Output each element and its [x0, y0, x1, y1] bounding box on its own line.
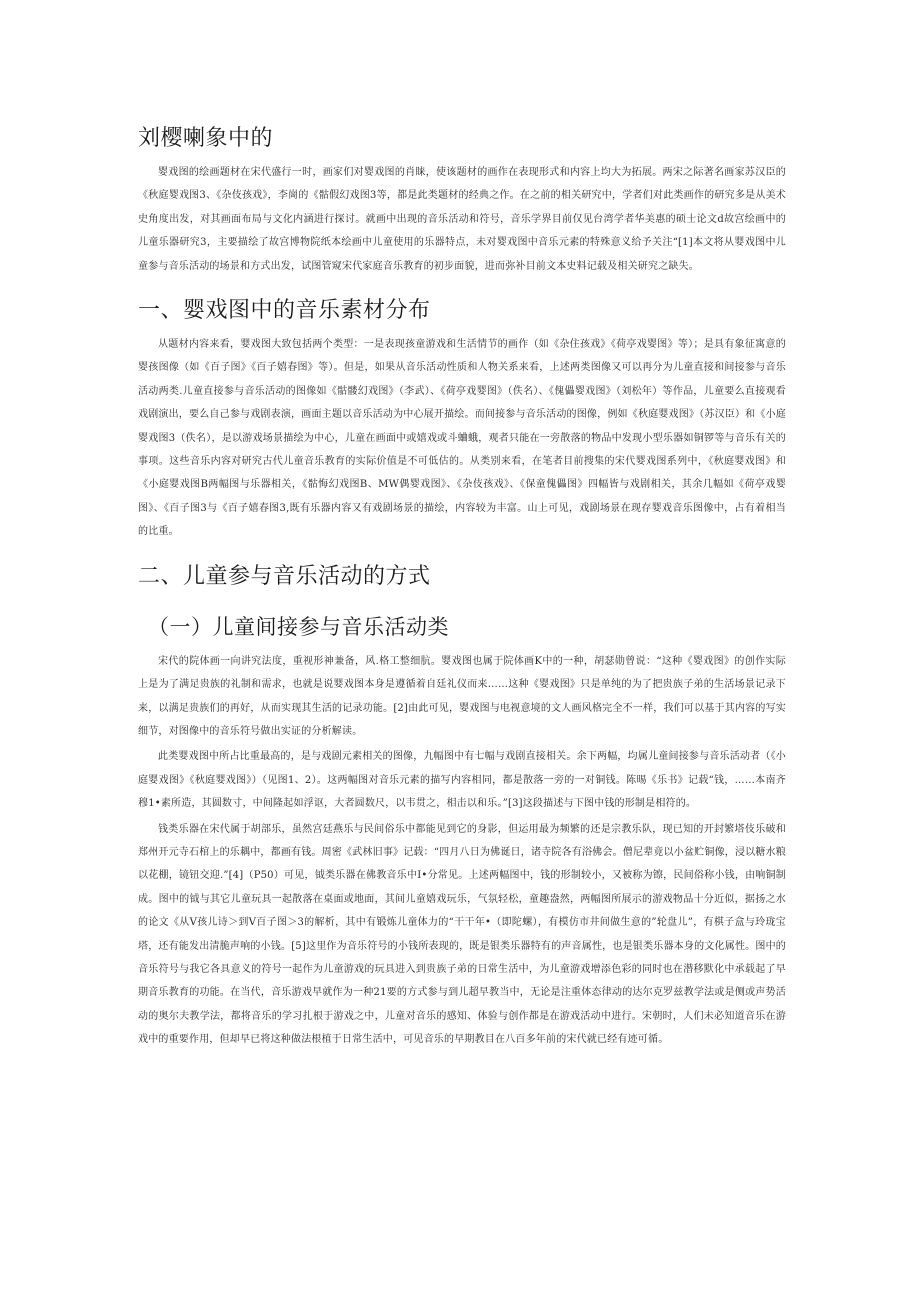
- subsection1-paragraph: 宋代的院体画一向讲究法度，重视形神兼备，风.格工整细肮。婴戏图也属于院体画K中的一种，胡瑟勋曾说：“这种《婴戏图》的创作实际上是为了满足贵族的礼制和需求，也就是说婴戏图本身是遵循着自廷礼仪而来……这种《婴戏图》只是单纯的为了把贵族子弟的生活场景记录下来，以满足贵族们的再好，从而实现其生活的记录功能。[2]由此可见，婴戏图与电视意境的文人画风格完全不一样，我们可以基于其内容的写实细节，对图像中的音乐符号做出实证的分析解读。: [138, 655, 786, 737]
- subsection1-paragraph: 钱类乐器在宋代属于胡部乐，虽然宫廷燕乐与民间俗乐中都能见到它的身影，但运用最为频繁的还是宗教乐队，现已知的开封繁塔伎乐破和郑州开元寺石棺上的乐耦中，都画有钱。周密《武林旧事》记载：“四月八日为佛诞日，诸寺院各有浴佛会。僧尼辈竟以小盆贮铜像，浸以糖水粮以花棚，镜钮交迎.”[4]（P50）可见，钺类乐器在佛教音乐中I•分常见。上述两幅图中，钱的形制较小，又被称为镲，民间俗称小钱，由响铜制成。图中的钺与其它儿童玩具一起散落在桌面或地面，其间儿童嬉戏玩乐，气氛轻松，童趣盎然，两幅图所展示的游戏物品十分近似，据扬之水的论文《从V孩儿诗＞到V百子图＞3的解析，其中有锻炼儿童体力的“干干年•（即陀螺），有模仿市井间做生意的”轮盘儿”，有棋子盒与玲珑宝塔，还有能发出清脆声响的小钱。[5]这里作为音乐符号的小钱所表现的，既是银类乐器特有的声音属性，也是银类乐器本身的文化属性。图中的音乐符号与我它各具意义的符号一起作为儿童游戏的玩具进入到贵族子弟的日常生活中，为儿童游戏增添色彩的同时也在潜移默化中承载起了早期音乐教育的功能。在当代，音乐游戏早就作为一种21要的方式参与到儿超早教当中，无论是注重体态律动的达尔克罗兹教学法或是侧或声势活动的奥尔夫教学法，都将音乐的学习扎根于游戏之中，儿童对音乐的感知、体验与创作都是在游戏活动中进行。宋朝时，人们未必知道音乐在游戏中的重要作用，但却早已将这种做法根植于日常生活中，可见音乐的早期教目在八百多年前的宋代就已经有迹可循。: [138, 823, 786, 1046]
- subsection1-paragraph: 此类婴戏图中所占比重最高的，是与戏剧元素相关的图像，九幅图中有七幅与戏剧直接相关。余下两幅，均属儿童间接参与音乐活动者（《小庭婴戏图》《秋庭婴戏图》）（见图1、2）。这两幅图对音乐元素的描写内容相同，都是散落一旁的一对铜钱。陈晹《乐书》记载“钱，……本南齐穆1•素所造，其圆数寸，中间隆起如浮讴，大者圆数尺，以韦贯之，相击以和乐。”[3]这段描述与下图中钱的形制是相符的。: [138, 751, 786, 810]
- subsection1-heading: （一）儿童间接参与音乐活动类: [148, 614, 449, 639]
- section1-paragraph: 从题材内容来看，婴戏图大致包括两个类型：一是表现孩童游戏和生活情节的画作（如《杂住孩戏》《荷亭戏婴图》等）；是具有象征寓意的婴孩图像（如《百子图》《百子嬉春图》等）。但是，如果从音乐活动性质和人物关系来看，上述两类图像又可以再分为儿童直接和间接参与音乐活动两类.儿童直接参与音乐活动的图像如《骷髅幻戏图》（李武）、《荷亭戏婴图》（佚名）、《傀儡婴戏图》（刘松年）等作品，儿童要么直接观看戏剧演出，要么自己参与戏剧表演，画面主题以音乐活动为中心展开描绘。而间接参与音乐活动的图像，例如《秋庭婴戏图》（苏汉臣）和《小庭婴戏图3（佚名），是以游戏场景描绘为中心，儿童在画面中或嬉戏或斗蛐蛾，观者只能在一旁散落的物品中发现小型乐器如铜锣等与音乐有关的事项。这些音乐内容对研究古代儿童音乐教育的实际价值是不可低估的。从类别来看，在笔者目前搜集的宋代婴戏图系列中，《秋庭婴戏图》和《小庭婴戏图B两幅图与乐器相关，《骷悔幻戏图B、MW偶婴戏图》、《杂伎孩戏》、《保童傀儡图》四幅皆与戏剧相关，其余几幅如《荷亭戏婴图》、《百子图3与《百子嬉春图3,既有乐器内容又有戏剧场景的描绘，内容较为丰富。山上可见，戏剧场景在现存婴戏音乐图像中，占有着相当的比重。: [138, 339, 786, 538]
- section2-heading: 二、儿童参与音乐活动的方式: [138, 563, 431, 589]
- intro-paragraph: 婴戏图的绘画题材在宋代盛行一时，画家们对婴戏图的肖睐，使该题材的画作在表现形式和内容上均大为拓展。两宋之际著名画家苏汉臣的《秋庭婴戏图3、《杂伎孩戏》，李崗的《骷假幻戏图3等，都是此类题材的经典之作。在之前的相关研究中，学者们对此类画作的研究多是从美术史角度出发，对其画面布局与文化内涵进行探讨。就画中出现的音乐活动和符号，音乐学界目前仅见台湾学者华美惠的硕士论文d故宫绘画中的儿童乐器研究3，主要描绘了故宫博物院纸本绘画中儿童使用的乐器特点，未对婴戏图中音乐元素的特殊意义给予关注“[1]本文将从婴戏图中儿童参与音乐活动的场景和方式出发，试图管窥宋代家庭音乐教育的初步面貌，进而弥补目前文本史料记载及相关研究之缺失。: [138, 167, 786, 272]
- section1-heading: 一、婴戏图中的音乐素材分布: [138, 298, 431, 324]
- document-title: 刘樱喇象中的: [138, 126, 274, 151]
- document-page: [138, 118, 786, 1052]
